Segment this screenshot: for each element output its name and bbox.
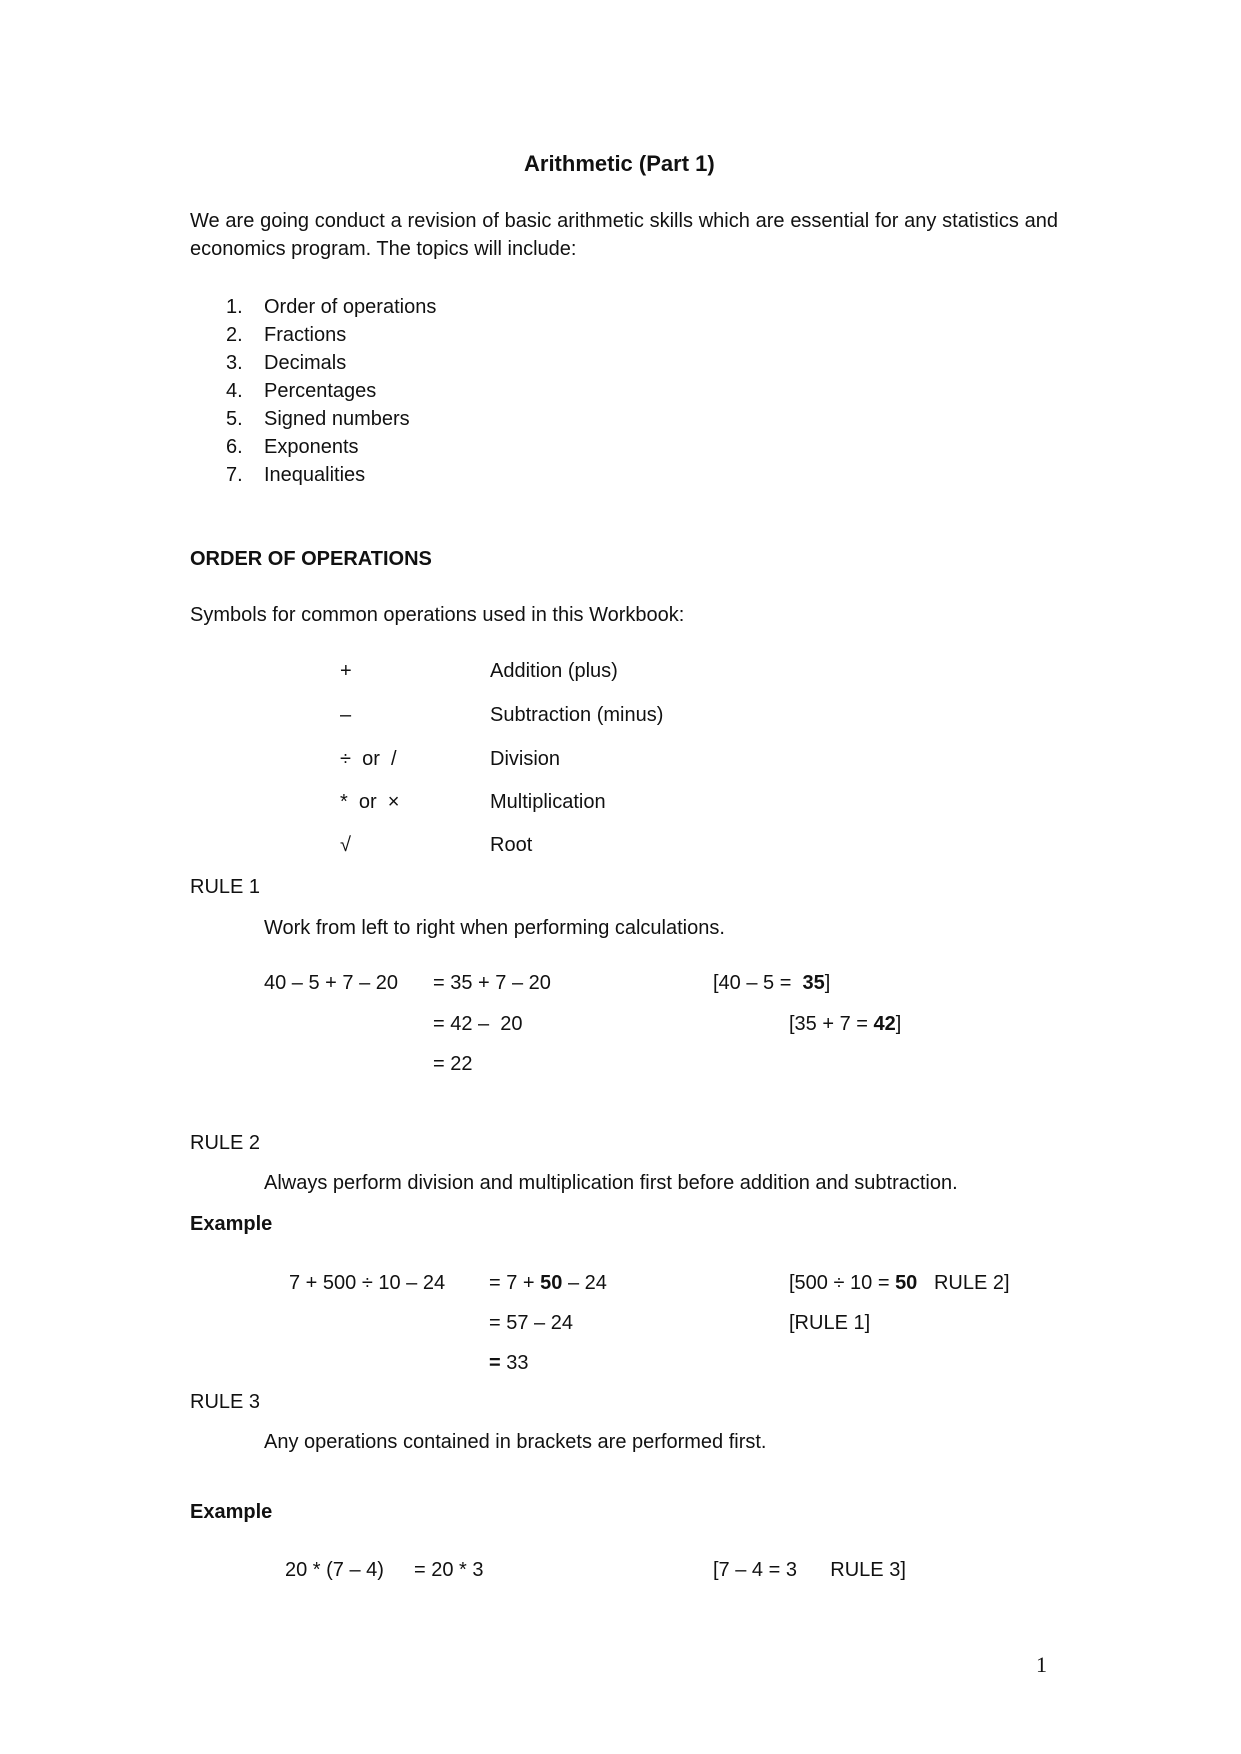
step-text: = 7 + bbox=[489, 1272, 541, 1294]
list-item-number: 6. bbox=[226, 436, 243, 458]
rule-2-step bbox=[489, 1271, 607, 1295]
note-result: 35 bbox=[802, 972, 825, 994]
rule-1-step: = 22 bbox=[433, 1053, 473, 1075]
symbol-meaning: Addition (plus) bbox=[490, 660, 618, 682]
symbol-cell: √ bbox=[340, 834, 351, 856]
symbol-cell: ÷ or / bbox=[340, 748, 397, 770]
note-text: ] bbox=[824, 972, 831, 994]
step-result: 50 bbox=[540, 1272, 563, 1294]
list-item: Fractions bbox=[264, 324, 347, 346]
rule-1-note bbox=[713, 971, 830, 995]
rule-1-step: = 42 – 20 bbox=[433, 1013, 523, 1035]
list-item: Exponents bbox=[264, 436, 359, 458]
list-item: Percentages bbox=[264, 380, 377, 402]
rule-2-note bbox=[789, 1271, 1010, 1295]
symbol-cell: * or × bbox=[340, 791, 400, 813]
list-item-number: 7. bbox=[226, 464, 243, 486]
rule-2-text: Always perform division and multiplication first before addition and subtraction. bbox=[264, 1172, 958, 1194]
rule-2-expression: 7 + 500 ÷ 10 – 24 bbox=[289, 1272, 446, 1294]
rule-3-note: [7 – 4 = 3 RULE 3] bbox=[713, 1559, 906, 1581]
symbol-meaning: Multiplication bbox=[490, 791, 606, 813]
list-item-number: 4. bbox=[226, 380, 243, 402]
rule-3-label: RULE 3 bbox=[190, 1391, 261, 1413]
rule-1-text: Work from left to right when performing calculations. bbox=[264, 917, 725, 939]
list-item: Order of operations bbox=[264, 296, 437, 318]
symbol-meaning: Subtraction (minus) bbox=[490, 704, 664, 726]
note-result: 42 bbox=[873, 1013, 896, 1035]
list-item-number: 3. bbox=[226, 352, 243, 374]
step-text: 33 bbox=[500, 1352, 529, 1374]
intro-paragraph: We are going conduct a revision of basic arithmetic skills which are essential for any statistics and economics program. The topics will include: bbox=[190, 210, 1058, 260]
note-result: 50 bbox=[895, 1272, 918, 1294]
rule-2-step: = 57 – 24 bbox=[489, 1312, 573, 1334]
note-text: [35 + 7 = bbox=[789, 1013, 874, 1035]
example-label: Example bbox=[190, 1213, 273, 1235]
step-equals: = bbox=[489, 1352, 501, 1374]
page-title: Arithmetic (Part 1) bbox=[524, 151, 715, 176]
note-text: [500 ÷ 10 = bbox=[789, 1272, 896, 1294]
symbol-meaning: Root bbox=[490, 834, 533, 856]
list-item-number: 2. bbox=[226, 324, 243, 346]
rule-1-step: = 35 + 7 – 20 bbox=[433, 972, 551, 994]
symbol-meaning: Division bbox=[490, 748, 561, 770]
example-label: Example bbox=[190, 1501, 273, 1523]
list-item: Inequalities bbox=[264, 464, 366, 486]
symbol-cell: – bbox=[340, 704, 352, 726]
note-text: ] bbox=[895, 1013, 902, 1035]
note-text: RULE 2] bbox=[917, 1272, 1010, 1294]
list-item: Decimals bbox=[264, 352, 347, 374]
page-number: 1 bbox=[1036, 1652, 1047, 1677]
rule-3-expression: 20 * (7 – 4) bbox=[285, 1559, 384, 1581]
step-text: – 24 bbox=[562, 1272, 607, 1294]
symbol-cell: + bbox=[340, 660, 352, 682]
rule-2-step bbox=[489, 1351, 529, 1375]
section-heading: ORDER OF OPERATIONS bbox=[190, 548, 432, 570]
list-item: Signed numbers bbox=[264, 408, 410, 430]
rule-3-step: = 20 * 3 bbox=[414, 1559, 484, 1581]
rule-3-text: Any operations contained in brackets are performed first. bbox=[264, 1431, 767, 1453]
symbols-intro: Symbols for common operations used in this Workbook: bbox=[190, 604, 685, 626]
rule-2-label: RULE 2 bbox=[190, 1132, 261, 1154]
rule-2-note: [RULE 1] bbox=[789, 1312, 871, 1334]
rule-1-note bbox=[789, 1012, 901, 1036]
list-item-number: 1. bbox=[226, 296, 243, 318]
rule-1-label: RULE 1 bbox=[190, 876, 261, 898]
list-item-number: 5. bbox=[226, 408, 243, 430]
rule-1-expression: 40 – 5 + 7 – 20 bbox=[264, 972, 399, 994]
note-text: [40 – 5 = bbox=[713, 972, 803, 994]
